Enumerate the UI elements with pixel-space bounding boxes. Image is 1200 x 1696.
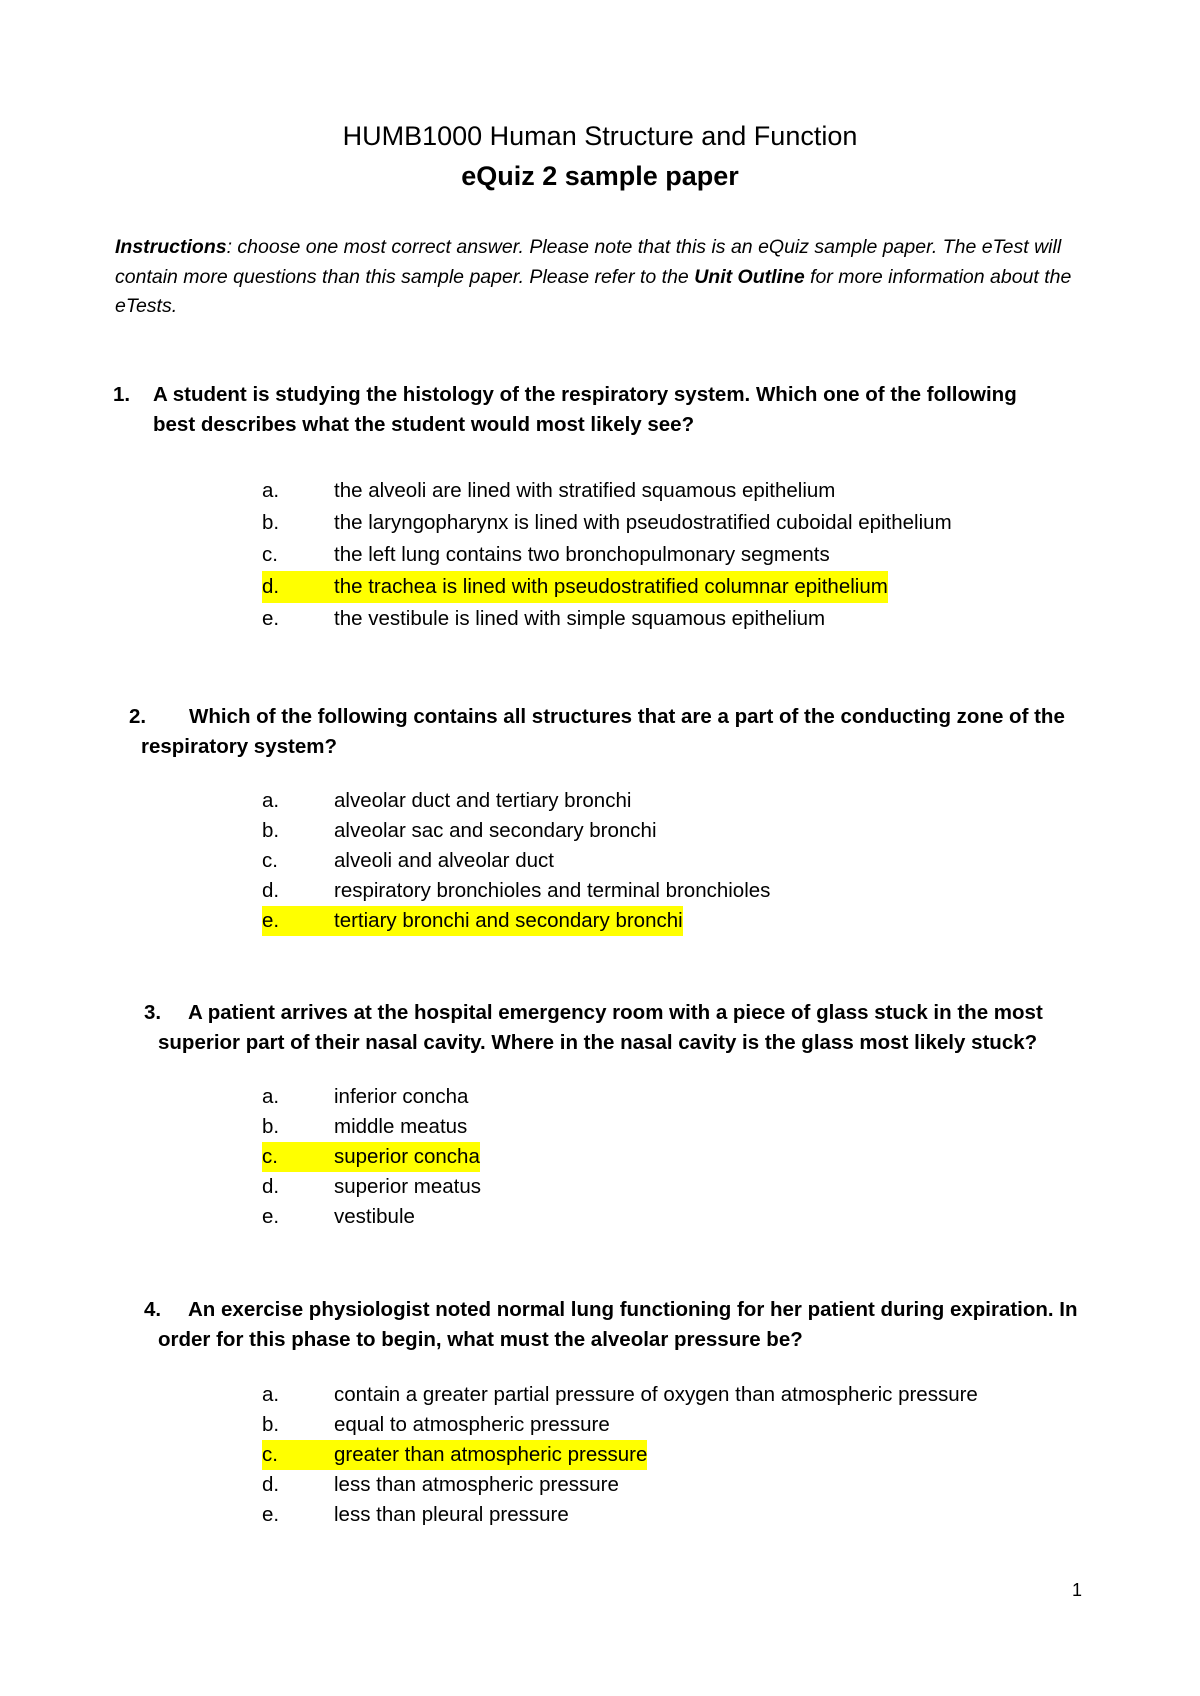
option-b[interactable] xyxy=(262,507,1082,539)
question-text: An exercise physiologist noted normal lung functioning for her patient during expiration. In order for this phase to begin, what must the alveolar pressure be? xyxy=(158,1298,1078,1351)
option-letter: e. xyxy=(262,1205,280,1228)
question-3-options xyxy=(262,1082,1082,1232)
page-number: 1 xyxy=(1072,1580,1083,1600)
option-text: alveolar sac and secondary bronchi xyxy=(334,819,657,842)
option-text: superior meatus xyxy=(334,1175,481,1198)
option-text: alveoli and alveolar duct xyxy=(334,849,554,872)
option-d[interactable] xyxy=(262,876,1082,906)
option-d-correct-answer[interactable] xyxy=(262,571,1082,603)
option-letter: a. xyxy=(262,1383,280,1406)
option-letter: b. xyxy=(262,819,280,842)
option-letter: c. xyxy=(262,1142,336,1172)
document-subtitle: eQuiz 2 sample paper xyxy=(461,161,739,191)
unit-outline-reference: Unit Outline xyxy=(694,265,805,288)
option-d[interactable] xyxy=(262,1172,1082,1202)
option-text: contain a greater partial pressure of oxygen than atmospheric pressure xyxy=(334,1383,978,1406)
option-letter: d. xyxy=(262,1175,280,1198)
option-text: the trachea is lined with pseudostratified columnar epithelium xyxy=(334,571,888,603)
option-a[interactable] xyxy=(262,1082,1082,1112)
option-letter: e. xyxy=(262,607,280,630)
instructions xyxy=(115,233,1095,322)
option-letter: a. xyxy=(262,479,280,502)
option-letter: a. xyxy=(262,1085,280,1108)
question-number: 4. xyxy=(144,1298,162,1321)
option-b[interactable] xyxy=(262,1112,1082,1142)
question-number: 1. xyxy=(113,383,131,406)
option-text: less than pleural pressure xyxy=(334,1503,569,1526)
question-1-options xyxy=(262,475,1082,635)
option-e[interactable] xyxy=(262,1202,1082,1232)
option-letter: e. xyxy=(262,1503,280,1526)
option-letter: c. xyxy=(262,849,278,872)
option-letter: c. xyxy=(262,1440,336,1470)
option-letter: b. xyxy=(262,511,280,534)
question-text: A patient arrives at the hospital emergency room with a piece of glass stuck in the most superior part of their nasal cavity. Where in the nasal cavity is the glass most likely stuck? xyxy=(158,1001,1043,1054)
instructions-text-2: for more information about the eTests. xyxy=(115,265,1072,317)
option-c-correct-answer[interactable] xyxy=(262,1440,1082,1470)
option-letter: d. xyxy=(262,879,280,902)
option-letter: d. xyxy=(262,1473,280,1496)
option-a[interactable] xyxy=(262,1380,1082,1410)
option-text: greater than atmospheric pressure xyxy=(334,1440,647,1470)
question-3 xyxy=(144,998,1118,1058)
instructions-text-1: : choose one most correct answer. Please note that this is an eQuiz sample paper. The eTest will contain more questions than this sample paper. Please refer to the xyxy=(115,236,1062,288)
option-d[interactable] xyxy=(262,1470,1082,1500)
question-4 xyxy=(144,1295,1118,1355)
option-text: equal to atmospheric pressure xyxy=(334,1413,610,1436)
option-text: inferior concha xyxy=(334,1085,469,1108)
option-letter: e. xyxy=(262,906,337,936)
option-a[interactable] xyxy=(262,475,1082,507)
option-text: vestibule xyxy=(334,1205,415,1228)
option-text: the alveoli are lined with stratified squamous epithelium xyxy=(334,479,836,502)
option-letter: a. xyxy=(262,789,280,812)
question-text: A student is studying the histology of the respiratory system. Which one of the following best describes what the student would most likely see? xyxy=(153,383,1017,436)
option-letter: c. xyxy=(262,543,278,566)
option-text: tertiary bronchi and secondary bronchi xyxy=(334,906,683,936)
option-c-correct-answer[interactable] xyxy=(262,1142,1082,1172)
option-c[interactable] xyxy=(262,846,1082,876)
question-2-options xyxy=(262,786,1082,936)
option-text: the left lung contains two bronchopulmonary segments xyxy=(334,543,830,566)
option-c[interactable] xyxy=(262,539,1082,571)
question-number: 3. xyxy=(144,1001,162,1024)
option-b[interactable] xyxy=(262,816,1082,846)
option-text: less than atmospheric pressure xyxy=(334,1473,619,1496)
option-letter: d. xyxy=(262,571,337,603)
question-number: 2. xyxy=(129,705,147,728)
option-b[interactable] xyxy=(262,1410,1082,1440)
question-text: Which of the following contains all structures that are a part of the conducting zone of the respiratory system? xyxy=(141,705,1065,758)
option-a[interactable] xyxy=(262,786,1082,816)
option-text: respiratory bronchioles and terminal bronchioles xyxy=(334,879,771,902)
question-1 xyxy=(113,380,1063,440)
option-e[interactable] xyxy=(262,603,1082,635)
question-4-options xyxy=(262,1380,1082,1530)
option-e[interactable] xyxy=(262,1500,1082,1530)
option-e-correct-answer[interactable] xyxy=(262,906,1082,936)
option-text: superior concha xyxy=(334,1142,480,1172)
instructions-label: Instructions xyxy=(115,236,227,258)
document-title: HUMB1000 Human Structure and Function xyxy=(342,121,858,151)
option-text: middle meatus xyxy=(334,1115,468,1138)
question-2 xyxy=(129,702,1091,762)
option-text: alveolar duct and tertiary bronchi xyxy=(334,789,632,812)
option-letter: b. xyxy=(262,1413,280,1436)
option-text: the vestibule is lined with simple squamous epithelium xyxy=(334,607,826,630)
option-text: the laryngopharynx is lined with pseudostratified cuboidal epithelium xyxy=(334,511,952,534)
option-letter: b. xyxy=(262,1115,280,1138)
